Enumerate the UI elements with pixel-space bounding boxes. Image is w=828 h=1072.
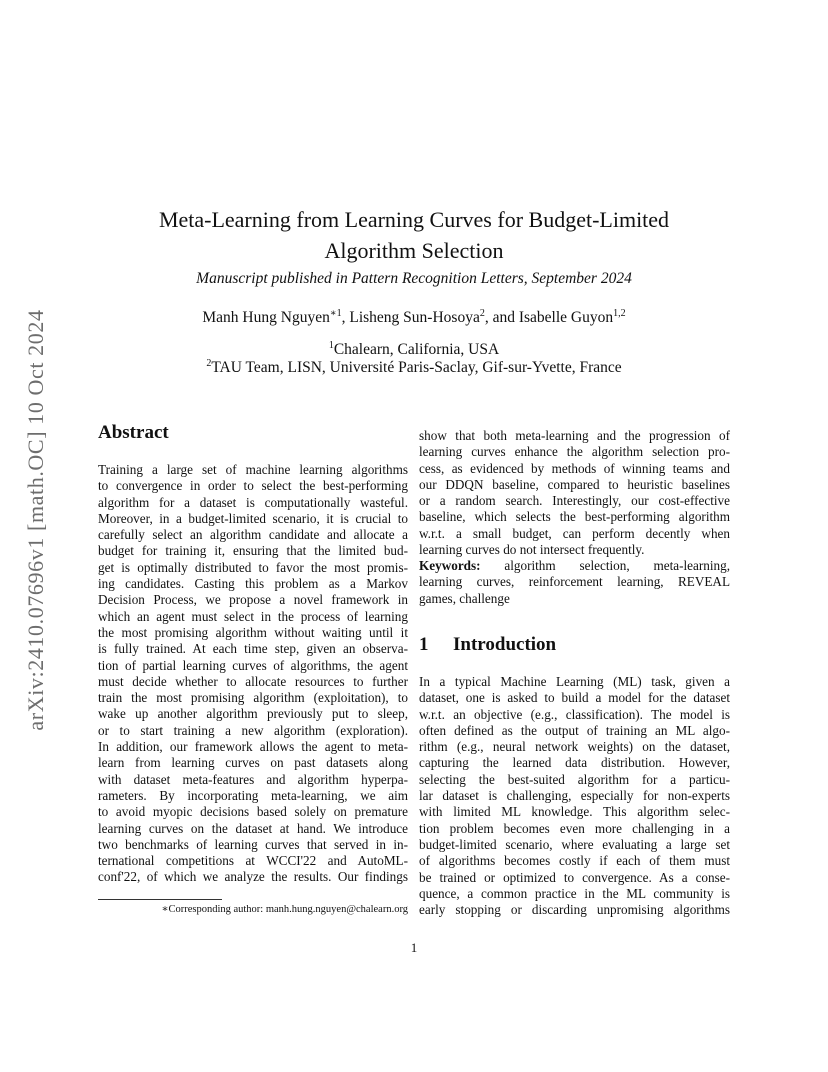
- keywords-line: games, challenge: [419, 590, 510, 606]
- text-line: tion problem becomes even more challenging in a: [419, 820, 730, 836]
- footnote: ∗Corresponding author: manh.hung.nguyen@chalearn.org: [161, 904, 408, 915]
- publication-note: Manuscript published in Pattern Recognition Letters, September 2024: [196, 270, 632, 287]
- text-line: baseline, which selects the best-performing algorithm: [419, 509, 730, 525]
- title-line: Meta-Learning from Learning Curves for Budget-Limited: [158, 207, 670, 232]
- paper-title: [120, 204, 708, 266]
- affiliation-superscript: 2: [206, 357, 212, 369]
- text-line: learning curves do not intersect frequently.: [419, 542, 645, 558]
- text-line: In addition, our framework allows the agent to meta-: [98, 739, 408, 755]
- text-line: algorithm for a dataset is computationally wasteful.: [98, 494, 408, 510]
- text-line: show that both meta-learning and the progression of: [419, 428, 730, 443]
- author-name: , and Isabelle Guyon: [484, 309, 614, 326]
- introduction-text: [419, 674, 730, 918]
- text-line: which an agent must select in the process of learning: [98, 608, 408, 624]
- abstract-text-right: [419, 428, 730, 558]
- author-name: Manh Hung Nguyen: [202, 309, 330, 326]
- text-line: our DDQN baseline, compared to heuristic baselines: [419, 476, 730, 492]
- text-line: is fully trained. At each time step, given an observa-: [98, 641, 408, 657]
- author-superscript: 2: [479, 307, 485, 319]
- abstract-text-left: [98, 462, 408, 886]
- author-superscript: 1,2: [613, 307, 626, 319]
- arxiv-sidebar-stamp: [0, 0, 100, 1072]
- text-line: learn from learning curves on past datasets along: [98, 755, 408, 771]
- text-line: of algorithms becomes costly if each of them must: [419, 853, 730, 869]
- text-line: Training a large set of machine learning algorithms: [98, 462, 408, 477]
- page-number: 1: [410, 940, 418, 955]
- keywords-block: [419, 558, 730, 607]
- text-line: learning curves on the dataset at hand. We introduce: [98, 820, 408, 836]
- text-line: with dataset meta-features and algorithm hyperpa-: [98, 771, 408, 787]
- keywords-line: learning curves, reinforcement learning, REVEAL: [419, 574, 730, 590]
- affiliation-text: TAU Team, LISN, Université Paris-Saclay, Gif-sur-Yvette, France: [211, 359, 622, 376]
- text-line: selecting the best-suited algorithm for a particu-: [419, 771, 730, 787]
- affiliation-superscript: 1: [328, 339, 334, 351]
- text-line: tion of partial learning curves of algorithms, the agent: [98, 657, 408, 673]
- author-name: , Lisheng Sun-Hosoya: [341, 309, 480, 326]
- section-number: 1: [419, 634, 429, 655]
- text-line: ternational competitions at WCCI'22 and AutoML-: [98, 853, 408, 869]
- text-line: w.r.t. a small budget, can perform decently when: [419, 525, 730, 541]
- text-line: the most promising algorithm without waiting until it: [98, 624, 408, 640]
- text-line: cess, as evidenced by methods of winning teams and: [419, 460, 730, 476]
- abstract-heading: Abstract: [98, 422, 169, 443]
- text-line: conf'22, of which we analyze the results. Our findings: [98, 869, 408, 885]
- text-line: capturing the learned data distribution. However,: [419, 755, 730, 771]
- text-line: two benchmarks of learning curves that served in in-: [98, 836, 408, 852]
- text-line: learning curves enhance the algorithm selection pro-: [419, 444, 730, 460]
- text-line: or to start training a new algorithm (exploration).: [98, 722, 408, 738]
- text-line: rithm (e.g., neural network weights) on the dataset,: [419, 739, 730, 755]
- title-line: Algorithm Selection: [324, 238, 504, 263]
- affiliation: [120, 359, 708, 377]
- text-line: to convergence in order to select the best-performing: [98, 478, 408, 494]
- text-line: w.r.t. an objective (e.g., classification). The model is: [419, 706, 730, 722]
- text-line: carefully select an algorithm candidate and allocate a: [98, 527, 408, 543]
- section-heading-introduction: [419, 634, 556, 656]
- text-line: budget-limited scenario, where evaluating a large set: [419, 836, 730, 852]
- text-line: get is optimally distributed to favor the most promis-: [98, 559, 408, 575]
- text-line: ing candidates. Casting this problem as a Markov: [98, 576, 408, 592]
- text-line: early stopping or discarding unpromising algorithms: [419, 902, 730, 918]
- text-line: train the most promising algorithm (exploitation), to: [98, 690, 408, 706]
- text-line: rameters. By incorporating meta-learning, we aim: [98, 787, 408, 803]
- text-line: Decision Process, we propose a novel framework in: [98, 592, 408, 608]
- text-line: wake up another algorithm previously put to sleep,: [98, 706, 408, 722]
- author-list: [120, 309, 708, 327]
- footnote-divider: [98, 899, 222, 900]
- text-line: In a typical Machine Learning (ML) task, given a: [419, 674, 730, 689]
- arxiv-id: arXiv:2410.07696v1 [math.OC] 10 Oct 2024: [23, 309, 48, 731]
- keywords-label: Keywords:: [419, 558, 481, 573]
- text-line: lar dataset is challenging, especially for non-experts: [419, 788, 730, 804]
- keywords-line: [419, 558, 730, 574]
- text-line: or a random search. Interestingly, our cost-effective: [419, 493, 730, 509]
- text-line: with limited ML knowledge. This algorithm selec-: [419, 804, 730, 820]
- author-superscript: ∗1: [329, 307, 342, 319]
- section-title: Introduction: [453, 634, 557, 655]
- text-line: to avoid myopic decisions based solely on premature: [98, 804, 408, 820]
- text-line: be trained or optimized to convergence. As a conse-: [419, 869, 730, 885]
- text-line: budget for training it, ensuring that the limited bud-: [98, 543, 408, 559]
- text-line: quence, a common practice in the ML community is: [419, 885, 730, 901]
- text-line: often defined as the output of training an ML algo-: [419, 722, 730, 738]
- text-line: Moreover, in a budget-limited scenario, it is crucial to: [98, 510, 408, 526]
- text-line: must decide whether to allocate resources to further: [98, 673, 408, 689]
- text-line: dataset, one is asked to build a model for the dataset: [419, 690, 730, 706]
- keywords-text: algorithm selection, meta-learning,: [504, 558, 730, 573]
- affiliation-text: Chalearn, California, USA: [333, 341, 500, 358]
- affiliation: [120, 341, 708, 359]
